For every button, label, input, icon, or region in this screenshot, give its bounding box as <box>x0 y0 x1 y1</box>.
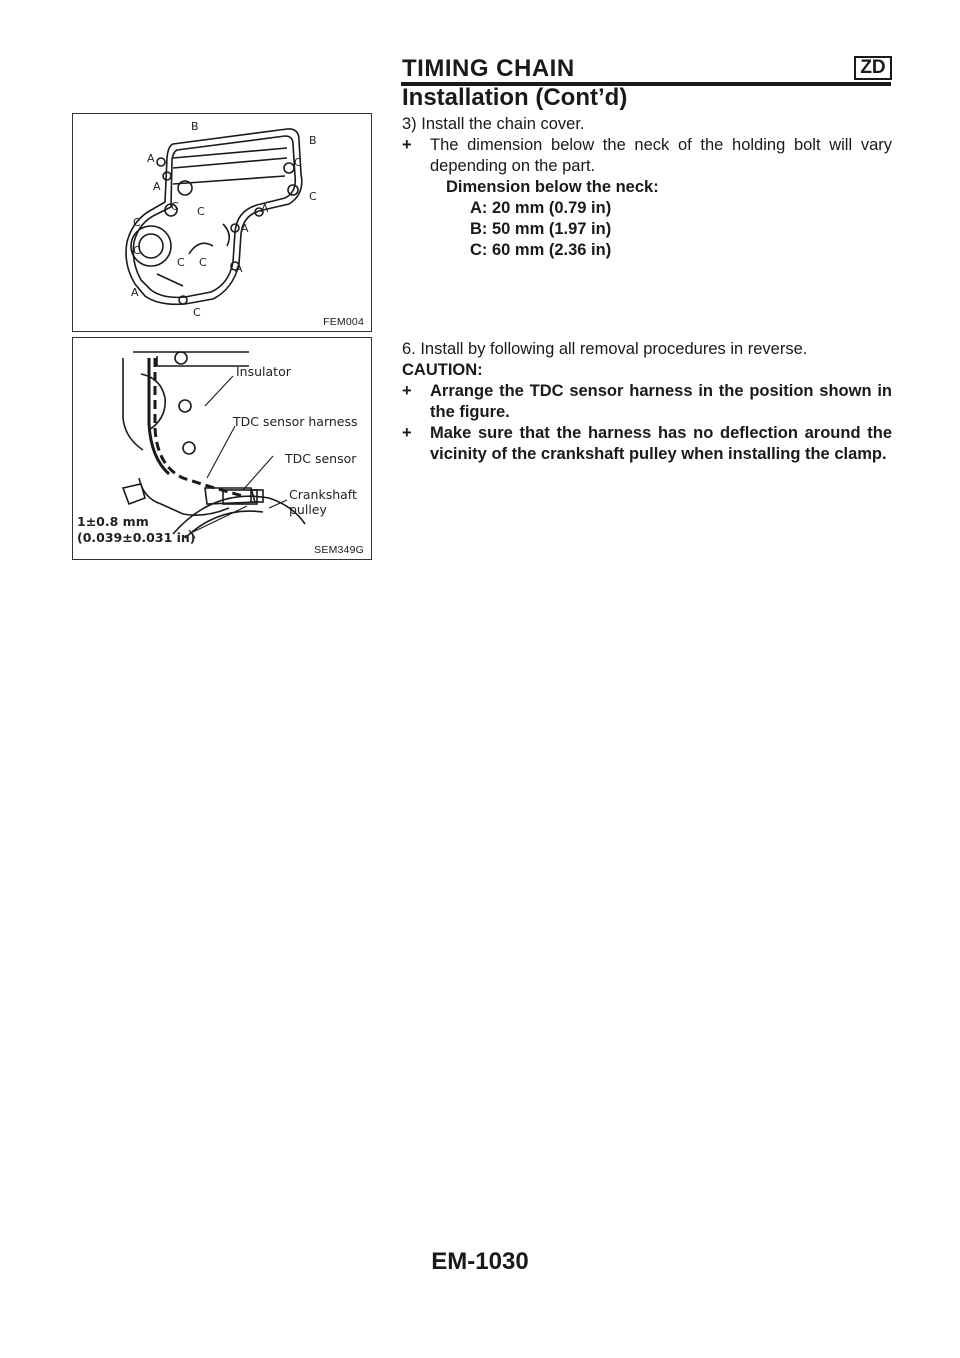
tdc-harness-figure <box>72 337 372 560</box>
svg-text:B: B <box>309 134 317 147</box>
gap-label-1: 1±0.8 mm <box>77 514 149 529</box>
figure-code: SEM349G <box>314 544 364 556</box>
svg-text:C: C <box>193 306 201 319</box>
tdc-harness-label: TDC sensor harness <box>233 414 358 429</box>
reverse-install-instructions <box>402 339 892 465</box>
crankshaft-label-1: Crankshaft <box>289 487 357 502</box>
svg-text:A: A <box>241 222 249 235</box>
svg-text:C: C <box>197 205 205 218</box>
crankshaft-label-2: pulley <box>289 502 327 517</box>
svg-text:A: A <box>235 262 243 275</box>
insulator-label: Insulator <box>236 364 291 379</box>
svg-text:A: A <box>153 180 161 193</box>
dimension-spec-c: C: 60 mm (2.36 in) <box>470 241 612 259</box>
bolt-dimension-note: + The dimension below the neck of the holding bolt will vary depending on the part. <box>402 136 892 175</box>
svg-text:A: A <box>261 202 269 215</box>
svg-text:A: A <box>131 286 139 299</box>
bullet-mark: + <box>402 136 412 154</box>
chain-cover-instructions <box>402 114 892 261</box>
dimension-spec-title: Dimension below the neck: <box>446 178 659 196</box>
engine-code-badge: ZD <box>854 56 892 80</box>
chain-cover-drawing <box>73 114 371 331</box>
dimension-spec-b: B: 50 mm (1.97 in) <box>470 220 612 238</box>
gap-label-2: (0.039±0.031 in) <box>77 530 196 545</box>
svg-text:A: A <box>147 152 155 165</box>
svg-text:C: C <box>133 216 141 229</box>
dimension-spec-a: A: 20 mm (0.79 in) <box>470 199 612 217</box>
caution-item: + Make sure that the harness has no deflection around the vicinity of the crankshaft pulley when installing the clamp. <box>402 424 892 463</box>
svg-text:C: C <box>177 256 185 269</box>
page-number: EM-1030 <box>431 1248 529 1275</box>
svg-text:C: C <box>199 256 207 269</box>
svg-text:B: B <box>191 120 199 133</box>
tdc-sensor-label: TDC sensor <box>285 451 357 466</box>
tdc-harness-drawing <box>73 338 371 559</box>
section-title: TIMING CHAIN <box>402 55 575 82</box>
step-reverse-removal: 6. Install by following all removal procedures in reverse. <box>402 340 808 358</box>
caution-item: + Arrange the TDC sensor harness in the position shown in the figure. <box>402 382 892 421</box>
svg-text:C: C <box>309 190 317 203</box>
chain-cover-figure <box>72 113 372 332</box>
caution-label: CAUTION: <box>402 361 483 379</box>
svg-text:C: C <box>171 200 179 213</box>
step-install-chain-cover: 3) Install the chain cover. <box>402 115 585 133</box>
svg-text:C: C <box>294 156 302 169</box>
svg-text:C: C <box>133 244 141 257</box>
page-subtitle: Installation (Cont’d) <box>402 84 628 111</box>
figure-code: FEM004 <box>323 316 364 328</box>
